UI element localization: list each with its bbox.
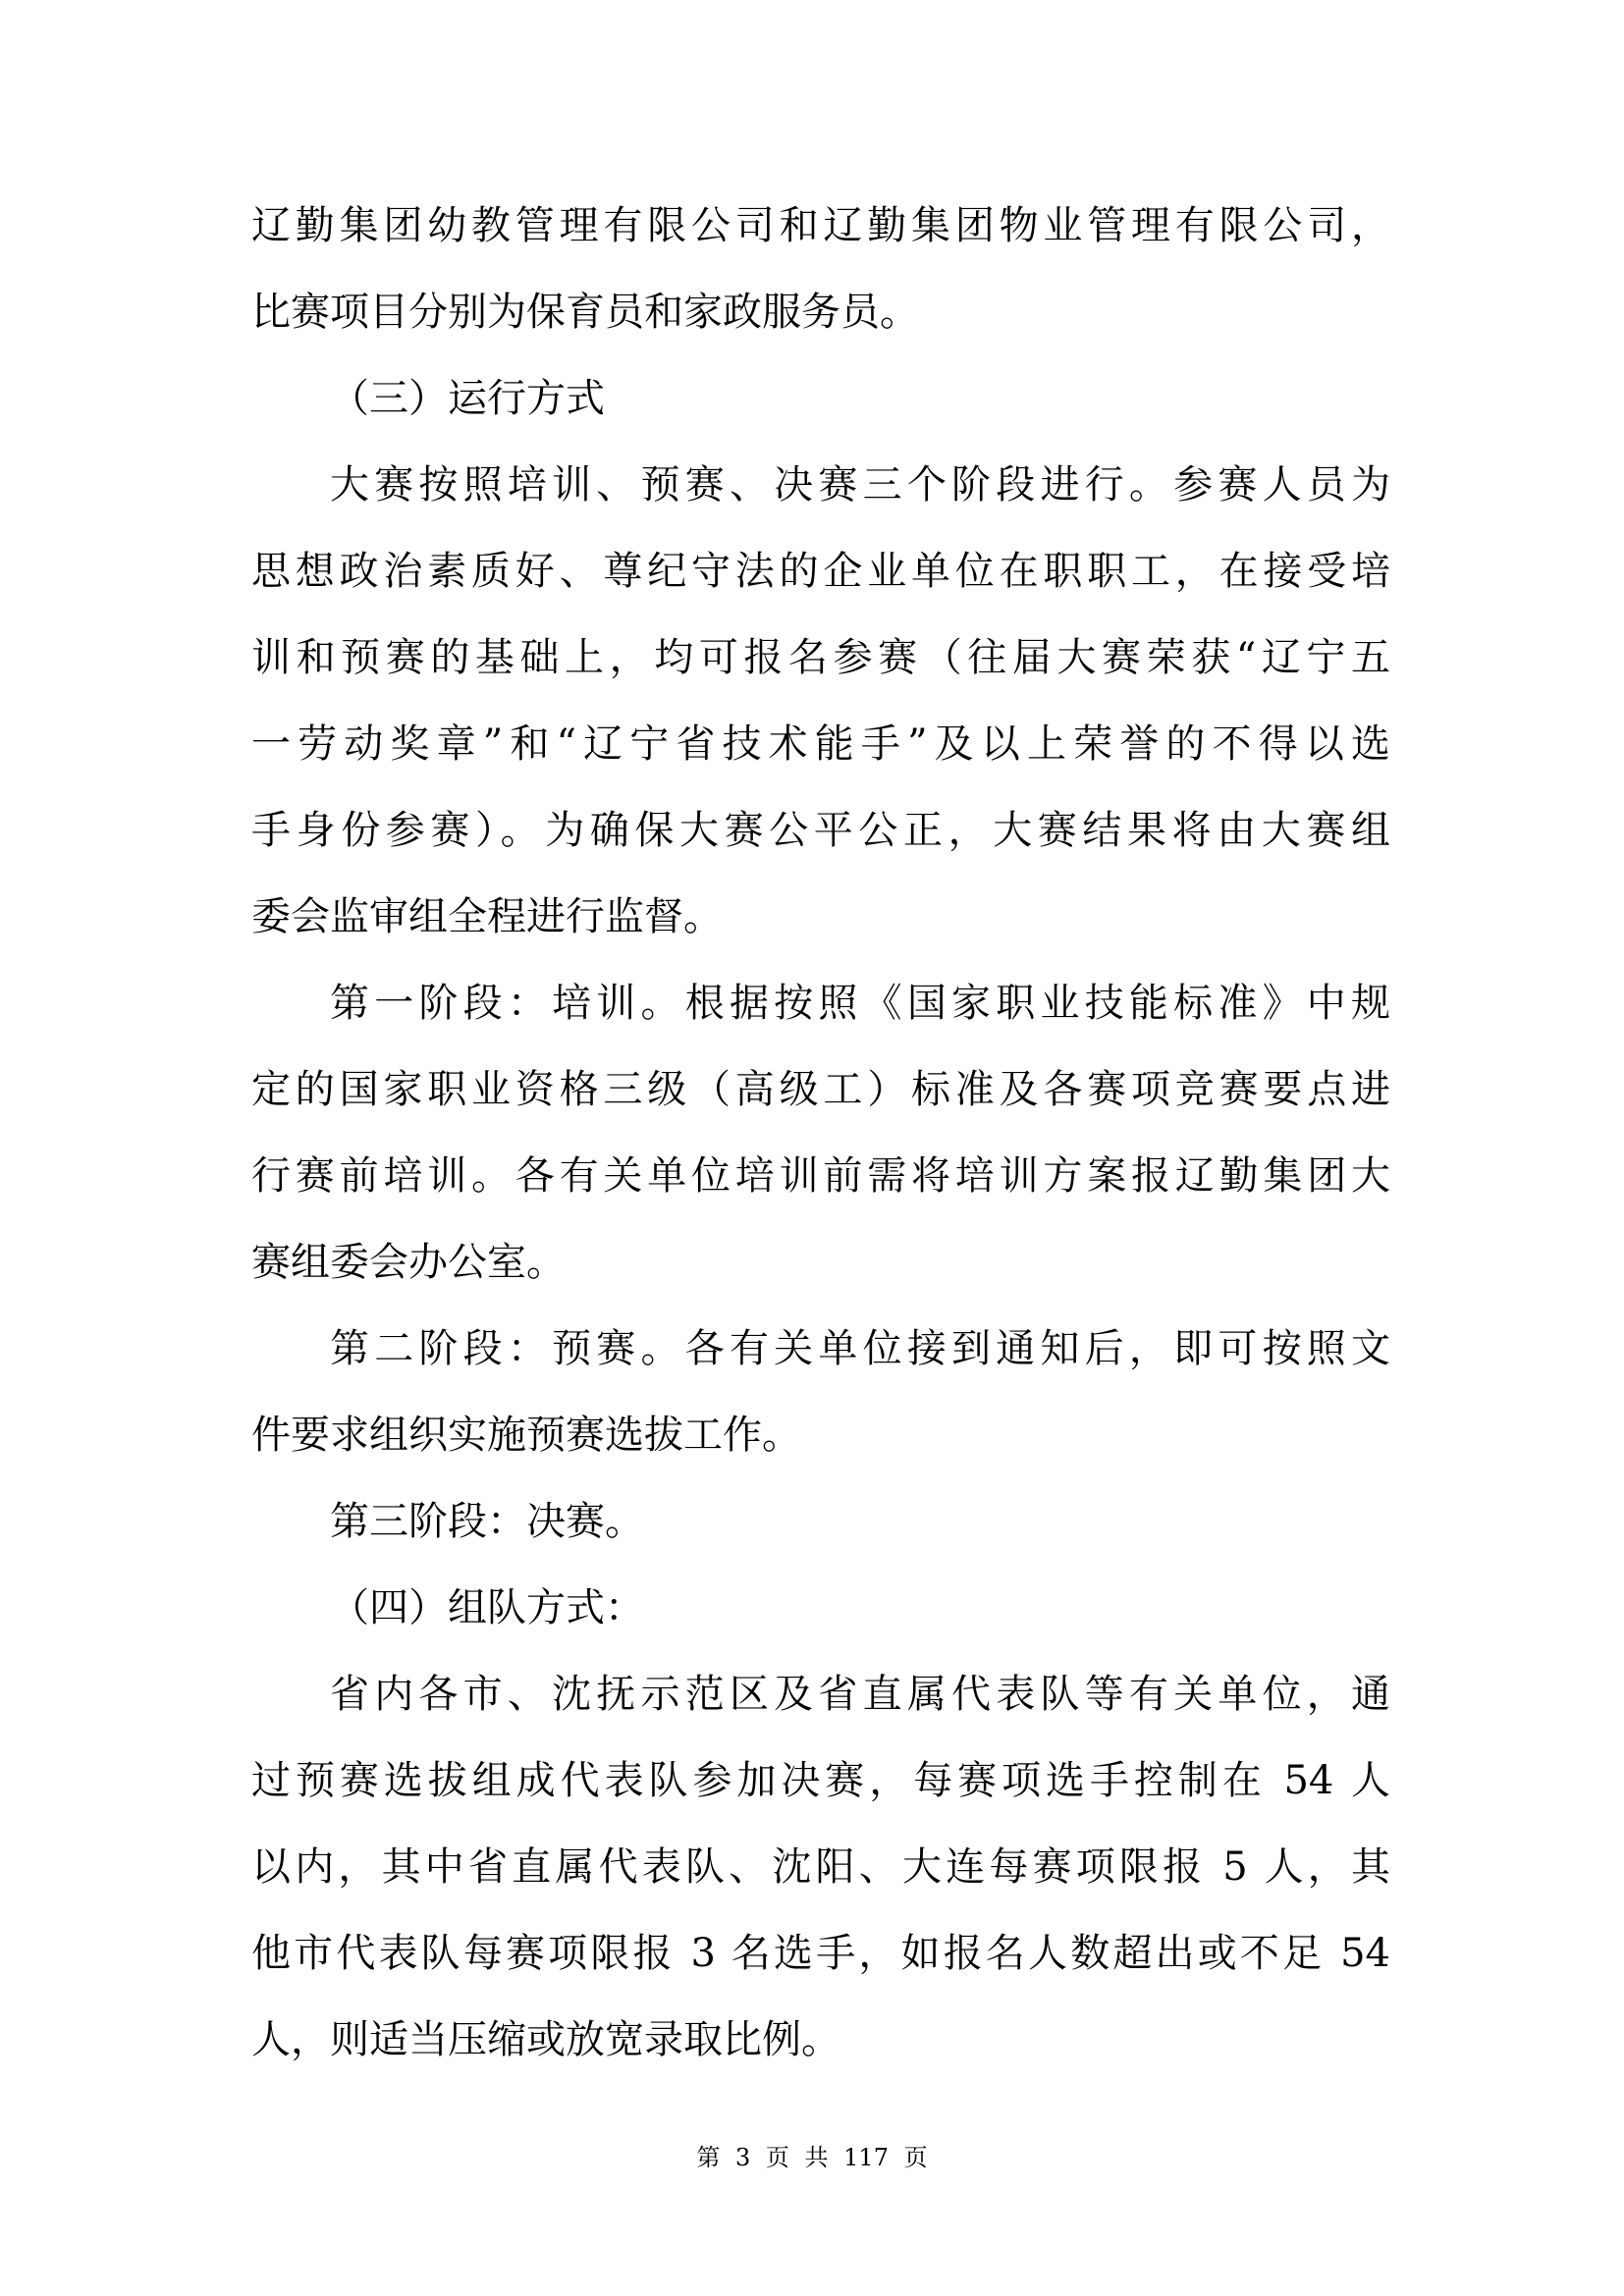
paragraph-line: 一劳动奖章”和“辽宁省技术能手”及以上荣誉的不得以选	[251, 721, 1390, 767]
paragraph-line: 行赛前培训。各有关单位培训前需将培训方案报辽勤集团大	[251, 1153, 1390, 1199]
paragraph-line: 第一阶段：培训。根据按照《国家职业技能标准》中规	[330, 981, 1390, 1026]
paragraph-line: 思想政治素质好、尊纪守法的企业单位在职职工，在接受培	[251, 549, 1390, 594]
paragraph-line: 过预赛选拔组成代表队参加决赛，每赛项选手控制在 54 人	[251, 1758, 1390, 1803]
section-heading: （四）组队方式：	[330, 1585, 644, 1630]
paragraph-line: 以内，其中省直属代表队、沈阳、大连每赛项限报 5 人，其	[251, 1844, 1390, 1890]
page-number-footer: 第 3 页 共 117 页	[696, 2144, 928, 2171]
paragraph-line: 件要求组织实施预赛选拔工作。	[251, 1413, 801, 1458]
paragraph-line: 人，则适当压缩或放宽录取比例。	[251, 2017, 840, 2062]
paragraph-line: 赛组委会办公室。	[251, 1240, 566, 1285]
paragraph-line: 比赛项目分别为保育员和家政服务员。	[251, 290, 919, 335]
paragraph-line: 省内各市、沈抚示范区及省直属代表队等有关单位，通	[330, 1672, 1390, 1717]
paragraph-line: 第二阶段：预赛。各有关单位接到通知后，即可按照文	[330, 1326, 1390, 1371]
paragraph-line: 第三阶段：决赛。	[330, 1499, 644, 1544]
paragraph-line: 他市代表队每赛项限报 3 名选手，如报名人数超出或不足 54	[251, 1931, 1390, 1976]
paragraph-line: 委会监审组全程进行监督。	[251, 894, 723, 939]
paragraph-line: 辽勤集团幼教管理有限公司和辽勤集团物业管理有限公司，	[251, 203, 1390, 248]
paragraph-line: 手身份参赛）。为确保大赛公平公正，大赛结果将由大赛组	[251, 808, 1390, 853]
section-heading: （三）运行方式	[330, 376, 605, 421]
paragraph-line: 定的国家职业资格三级（高级工）标准及各赛项竞赛要点进	[251, 1067, 1390, 1112]
paragraph-line: 训和预赛的基础上，均可报名参赛（往届大赛荣获“辽宁五	[251, 635, 1390, 680]
paragraph-line: 大赛按照培训、预赛、决赛三个阶段进行。参赛人员为	[330, 462, 1390, 507]
